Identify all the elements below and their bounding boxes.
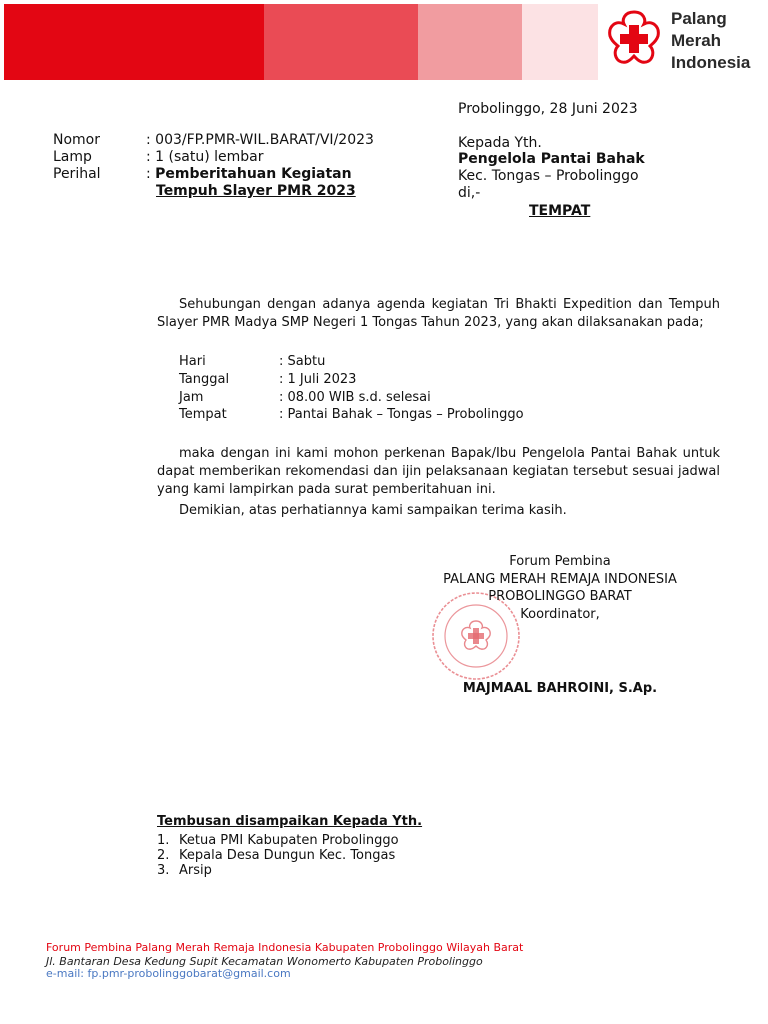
header-band-red	[4, 4, 264, 80]
cc-item	[157, 848, 395, 863]
recipient-location: Kec. Tongas – Probolinggo	[458, 168, 639, 184]
recipient-greeting: Kepada Yth.	[458, 135, 542, 151]
perihal-label: Perihal	[53, 166, 101, 182]
logo-line-3: Indonesia	[671, 53, 751, 72]
signature-line-4: Koordinator,	[520, 607, 600, 622]
recipient-tempat: TEMPAT	[529, 203, 591, 219]
pmi-logo-icon	[604, 8, 664, 68]
body-paragraph-2: maka dengan ini kami mohon perkenan Bapak/Ibu Pengelola Pantai Bahak untuk dapat memberikan rekomendasi dan ijin pelaksanaan kegiatan tersebut sesuai jadwal yang kami lampirkan pada surat pemberitahuan ini.	[157, 446, 720, 497]
cc-item-number: 2.	[157, 848, 170, 863]
pmi-logo-text	[671, 8, 750, 74]
cc-heading: Tembusan disampaikan Kepada Yth.	[157, 814, 423, 829]
recipient-name: Pengelola Pantai Bahak	[458, 151, 645, 167]
header-band-coral	[264, 4, 418, 80]
recipient-di: di,-	[458, 185, 481, 201]
header-band-pink	[418, 4, 522, 80]
cc-item	[157, 833, 399, 848]
perihal-value	[146, 165, 352, 183]
logo-line-1: Palang	[671, 9, 727, 28]
cc-item-number: 3.	[157, 863, 170, 878]
footer-organization: Forum Pembina Palang Merah Remaja Indonesia Kabupaten Probolinggo Wilayah Barat	[46, 941, 524, 954]
header-band-light-pink	[522, 4, 598, 80]
detail-tanggal-value: : 1 Juli 2023	[279, 372, 357, 387]
detail-jam-value: : 08.00 WIB s.d. selesai	[279, 390, 431, 405]
detail-jam-label: Jam	[179, 390, 204, 405]
detail-hari-label: Hari	[179, 354, 206, 369]
footer-email: e-mail: fp.pmr-probolinggobarat@gmail.com	[46, 967, 291, 980]
perihal-colon: :	[146, 166, 156, 182]
perihal-line-2: Tempuh Slayer PMR 2023	[156, 183, 356, 199]
lamp-value: : 1 (satu) lembar	[146, 149, 264, 165]
detail-hari-value: : Sabtu	[279, 354, 326, 369]
cc-item-text: Kepala Desa Dungun Kec. Tongas	[179, 848, 396, 863]
signature-line-1: Forum Pembina	[509, 554, 611, 569]
cc-item-text: Ketua PMI Kabupaten Probolinggo	[179, 833, 399, 848]
logo-line-2: Merah	[671, 31, 722, 50]
detail-tempat-value: : Pantai Bahak – Tongas – Probolinggo	[279, 407, 524, 422]
letter-date: Probolinggo, 28 Juni 2023	[458, 101, 638, 117]
signature-line-3: PROBOLINGGO BARAT	[488, 589, 632, 604]
detail-tempat-label: Tempat	[179, 407, 227, 422]
body-paragraph-3: Demikian, atas perhatiannya kami sampaikan terima kasih.	[179, 503, 567, 518]
perihal-line-1: Pemberitahuan Kegiatan	[155, 166, 352, 182]
cc-item-text: Arsip	[179, 863, 212, 878]
nomor-value: : 003/FP.PMR-WIL.BARAT/VI/2023	[146, 132, 374, 148]
footer-address: Jl. Bantaran Desa Kedung Supit Kecamatan Wonomerto Kabupaten Probolinggo	[46, 955, 483, 968]
detail-tanggal-label: Tanggal	[179, 372, 230, 387]
signatory-name: MAJMAAL BAHROINI, S.Ap.	[462, 681, 658, 696]
body-paragraph-1: Sehubungan dengan adanya agenda kegiatan Tri Bhakti Expedition dan Tempuh Slayer PMR Madya SMP Negeri 1 Tongas Tahun 2023, yang akan dilaksanakan pada;	[157, 297, 720, 330]
cc-item-number: 1.	[157, 833, 170, 848]
signature-line-2: PALANG MERAH REMAJA INDONESIA	[443, 572, 677, 587]
lamp-label: Lamp	[53, 149, 92, 165]
nomor-label: Nomor	[53, 132, 100, 148]
cc-item	[157, 863, 212, 878]
